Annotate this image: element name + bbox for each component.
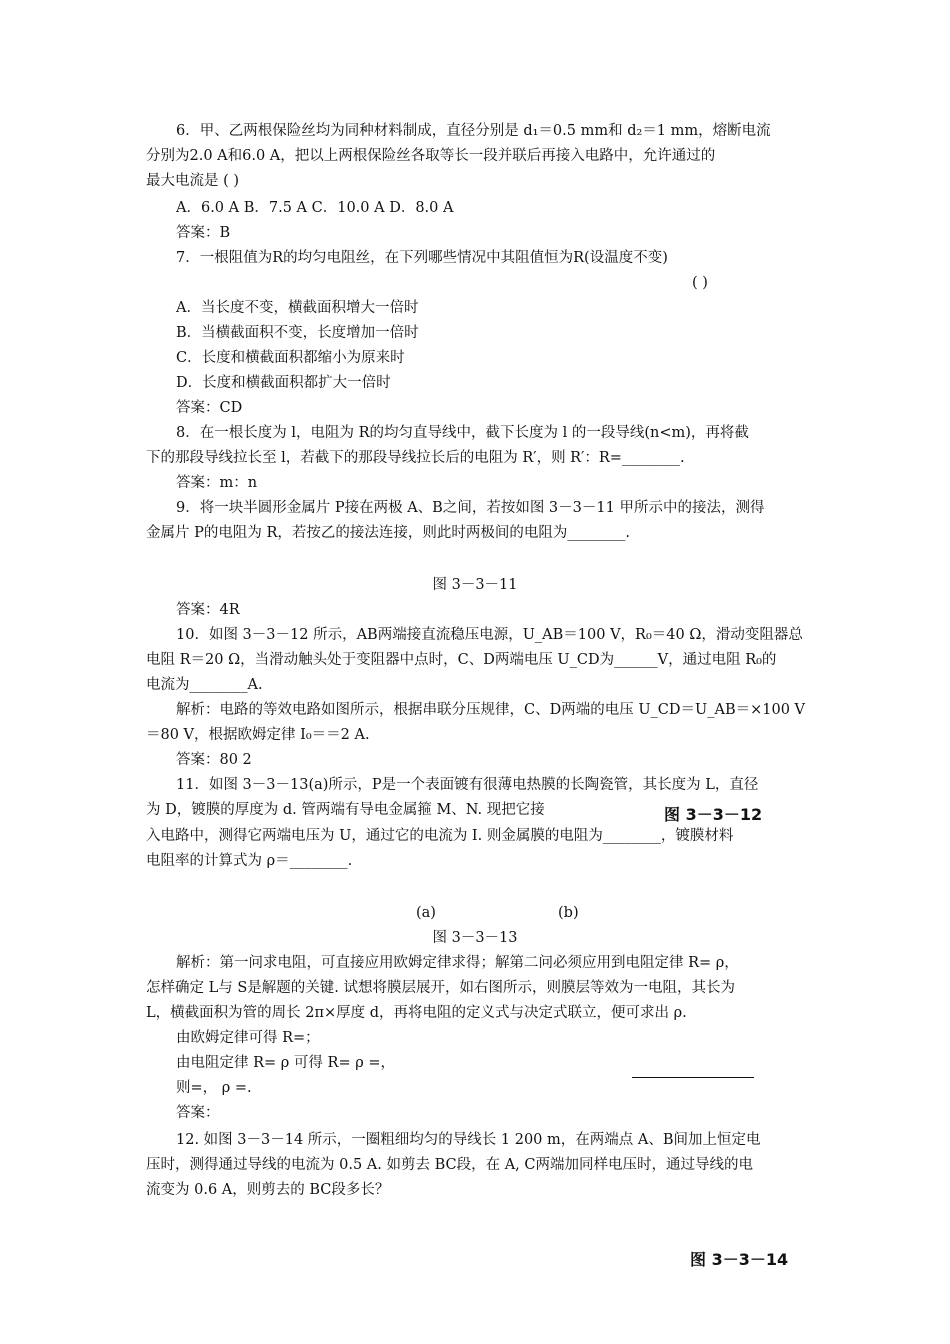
- subfigure-label-b: (b): [558, 905, 579, 921]
- q8-answer: 答案：m：n: [176, 475, 258, 491]
- q8-line: 8．在一根长度为 l，电阻为 R的均匀直导线中，截下长度为 l 的一段导线(n<m)，再将截: [176, 425, 749, 441]
- q7-option-d: D．长度和横截面积都扩大一倍时: [176, 375, 391, 391]
- q7-bracket: ( ): [692, 275, 708, 291]
- q10-line: 电阻 R＝20 Ω，当滑动触头处于变阻器中点时，C、D两端电压 U_CD为______V，通过电阻 R₀的: [146, 652, 777, 668]
- q7-option-a: A．当长度不变，横截面积增大一倍时: [176, 300, 419, 316]
- q6-options: A．6.0 A B．7.5 A C．10.0 A D．8.0 A: [176, 200, 454, 216]
- q6-answer: 答案：B: [176, 225, 231, 241]
- q11-line: 入电路中，测得它两端电压为 U，通过它的电流为 I. 则金属膜的电阻为________，镀膜材料: [146, 828, 734, 844]
- q11-line: 为 D，镀膜的厚度为 d. 管两端有导电金属箍 M、N. 现把它接: [146, 802, 545, 818]
- q9-answer: 答案：4R: [176, 602, 240, 618]
- q7-option-c: C．长度和横截面积都缩小为原来时: [176, 350, 405, 366]
- q10-line: 10．如图 3－3－12 所示，AB两端接直流稳压电源，U_AB＝100 V，R₀＝40 Ω，滑动变阻器总: [176, 627, 803, 643]
- q7-line: 7．一根阻值为R的均匀电阻丝，在下列哪些情况中其阻值恒为R(设温度不变): [176, 250, 668, 266]
- q12-line: 12. 如图 3－3－14 所示，一圈粗细均匀的导线长 1 200 m，在两端点 A、B间加上恒定电: [176, 1132, 761, 1148]
- q11-line: 11．如图 3－3－13(a)所示，P是一个表面镀有很薄电热膜的长陶瓷管，其长度为 L，直径: [176, 777, 759, 793]
- q11-analysis: 则=， ρ =.: [176, 1080, 252, 1096]
- q10-answer: 答案：80 2: [176, 752, 252, 768]
- q8-line: 下的那段导线拉长至 l，若截下的那段导线拉长后的电阻为 R′，则 R′：R=________.: [146, 450, 685, 466]
- q12-line: 流变为 0.6 A，则剪去的 BC段多长？: [146, 1182, 390, 1198]
- q11-analysis: 怎样确定 L与 S是解题的关键. 试想将膜层展开，如右图所示，则膜层等效为一电阻，其长为: [146, 980, 735, 996]
- figure-caption: 图 3－3－14: [690, 1250, 789, 1269]
- q9-line: 9．将一块半圆形金属片 P接在两极 A、B之间，若按如图 3－3－11 甲所示中的接法，测得: [176, 500, 765, 516]
- q11-answer: 答案：: [176, 1105, 220, 1121]
- q11-analysis: 解析：第一问求电阻，可直接应用欧姆定律求得；解第二问必须应用到电阻定律 R= ρ，: [176, 955, 739, 971]
- q6-line: 6．甲、乙两根保险丝均为同种材料制成，直径分别是 d₁＝0.5 mm和 d₂＝1 mm，熔断电流: [176, 123, 771, 139]
- q11-line: 电阻率的计算式为 ρ＝________.: [146, 853, 353, 869]
- figure-caption: 图 3－3－13: [432, 930, 518, 946]
- q10-analysis: ＝80 V，根据欧姆定律 I₀＝＝2 A.: [146, 727, 370, 743]
- q12-line: 压时，测得通过导线的电流为 0.5 A. 如剪去 BC段，在 A, C两端加同样电压时，通过导线的电: [146, 1157, 753, 1173]
- figure-caption: 图 3－3－12: [664, 805, 763, 824]
- q6-line: 最大电流是 ( ): [146, 173, 240, 189]
- q7-answer: 答案：CD: [176, 400, 243, 416]
- q7-option-b: B．当横截面积不变，长度增加一倍时: [176, 325, 419, 341]
- q10-line: 电流为________A.: [146, 677, 263, 693]
- divider-line: [632, 1077, 754, 1078]
- q9-line: 金属片 P的电阻为 R，若按乙的接法连接，则此时两极间的电阻为________.: [146, 525, 630, 541]
- figure-caption: 图 3－3－11: [432, 577, 518, 593]
- q11-analysis: 由电阻定律 R= ρ 可得 R= ρ =，: [176, 1055, 395, 1071]
- q6-line: 分别为2.0 A和6.0 A，把以上两根保险丝各取等长一段并联后再接入电路中，允许通过的: [146, 148, 716, 164]
- q11-analysis: L，横截面积为管的周长 2π×厚度 d，再将电阻的定义式与决定式联立，便可求出 ρ.: [146, 1005, 687, 1021]
- subfigure-label-a: (a): [416, 905, 436, 921]
- q10-analysis: 解析：电路的等效电路如图所示，根据串联分压规律，C、D两端的电压 U_CD＝U_AB＝×100 V: [176, 702, 806, 718]
- q11-analysis: 由欧姆定律可得 R=；: [176, 1030, 320, 1046]
